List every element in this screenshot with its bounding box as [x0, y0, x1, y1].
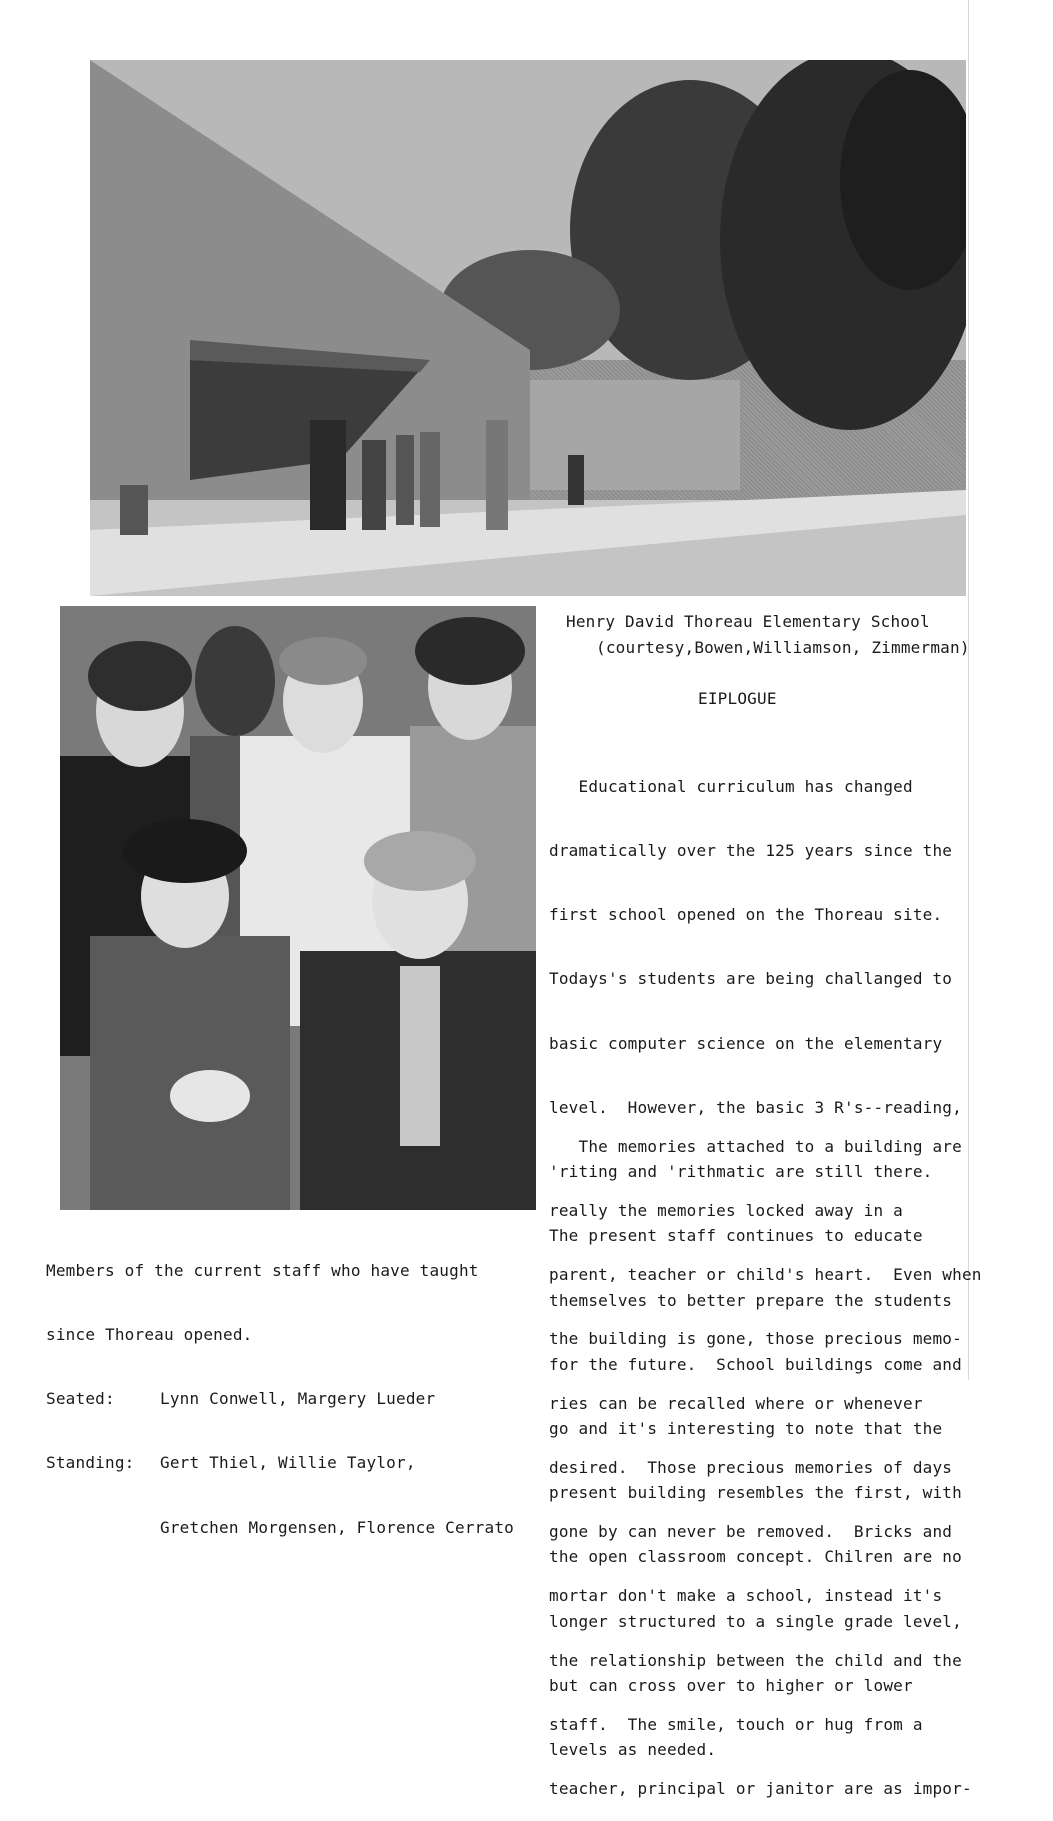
text-line: The present staff continues to educate: [549, 1226, 923, 1246]
text-line: longer structured to a single grade level,: [549, 1611, 962, 1631]
text-line: go and it's interesting to note that the: [549, 1419, 943, 1438]
text-line: parent, teacher or child's heart. Even when: [549, 1265, 982, 1285]
staff-caption-line: since Thoreau opened.: [46, 1325, 253, 1345]
epilogue-heading: EIPLOGUE: [698, 689, 777, 708]
text-line: mortar don't make a school, instead it's: [549, 1586, 943, 1606]
text-line: the open classroom concept. Chilren are no: [549, 1547, 962, 1567]
standing-label: Standing:: [46, 1453, 135, 1473]
text-line: present building resembles the first, with: [549, 1483, 962, 1503]
text-line: first school opened on the Thoreau site.: [549, 905, 943, 925]
text-line: desired. Those precious memories of days: [549, 1457, 953, 1477]
school-building-photo: [90, 60, 966, 596]
text-line: staff. The smile, touch or hug from a: [549, 1714, 923, 1734]
text-line: the building is gone, those precious memo-: [549, 1329, 962, 1349]
seated-label: Seated:: [46, 1389, 115, 1409]
text-line: The memories attached to a building are: [549, 1136, 962, 1156]
seated-names: Lynn Conwell, Margery Lueder: [160, 1389, 436, 1409]
staff-group-photo: [60, 606, 536, 1210]
school-building-illustration: [90, 60, 966, 596]
epilogue-paragraph-2: [549, 1093, 982, 1821]
text-line: gone by can never be removed. Bricks and: [549, 1522, 953, 1542]
text-line: but can cross over to higher or lower: [549, 1675, 913, 1695]
staff-group-illustration: [60, 606, 536, 1210]
seated-row: [46, 1388, 514, 1409]
text-line: ries can be recalled where or whenever: [549, 1393, 923, 1413]
standing-names: Gert Thiel, Willie Taylor,: [160, 1453, 416, 1473]
text-line: really the memories locked away in a: [549, 1201, 903, 1221]
standing-row-continued: [46, 1517, 514, 1538]
building-caption-title: Henry David Thoreau Elementary School: [566, 612, 930, 631]
standing-row: [46, 1452, 514, 1473]
text-line: teacher, principal or janitor are as impor-: [549, 1779, 972, 1798]
text-line: levels as needed.: [549, 1740, 717, 1760]
building-caption-credit: (courtesy,Bowen,Williamson, Zimmerman): [596, 638, 970, 657]
standing-names: Gretchen Morgensen, Florence Cerrato: [160, 1517, 514, 1537]
staff-caption-line: Members of the current staff who have taught: [46, 1260, 479, 1280]
text-line: for the future. School buildings come and: [549, 1354, 962, 1374]
text-line: level. However, the basic 3 R's--reading,: [549, 1097, 962, 1117]
staff-caption: [46, 1217, 514, 1560]
text-line: Educational curriculum has changed: [549, 776, 913, 796]
text-line: basic computer science on the elementary: [549, 1033, 943, 1053]
text-line: the relationship between the child and the: [549, 1650, 962, 1670]
text-line: 'riting and 'rithmatic are still there.: [549, 1162, 933, 1182]
text-line: Todays's students are being challanged to: [549, 969, 953, 989]
text-line: themselves to better prepare the students: [549, 1290, 953, 1310]
text-line: dramatically over the 125 years since the: [549, 841, 953, 861]
